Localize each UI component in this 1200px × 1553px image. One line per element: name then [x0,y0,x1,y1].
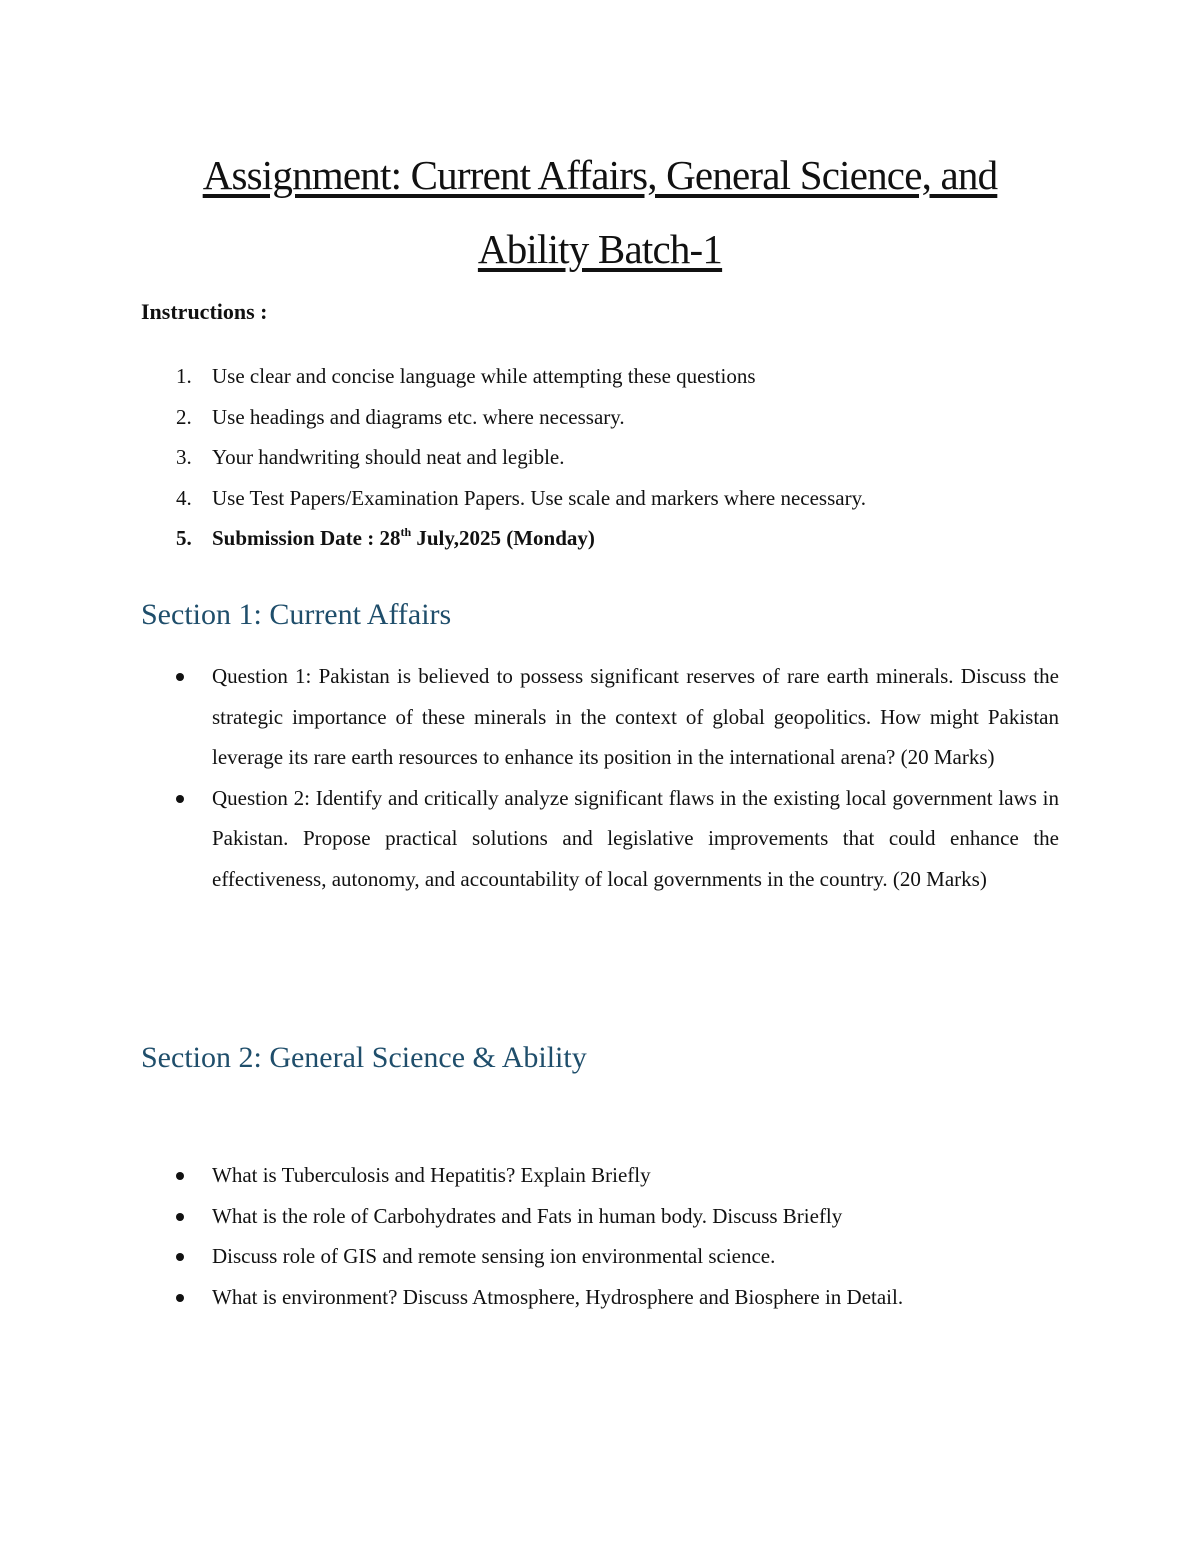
instruction-number: 5. [176,526,192,550]
question-text: Question 1: Pakistan is believed to possess significant reserves of rare earth minerals. Discuss the strategic importance of these minerals in the context of global geopolitics. How might Pakistan leverage its rare earth resources to enhance its position in the international arena? (20 Marks) [212,664,1059,769]
instruction-item [141,360,1041,401]
submission-date-superscript: th [400,525,412,539]
instruction-item [141,482,1041,523]
list-item [141,1236,1061,1277]
instruction-text: Use clear and concise language while attempting these questions [212,364,756,388]
instructions-heading: Instructions : [141,299,268,324]
instruction-number: 1. [176,364,192,388]
title-line-1: Assignment: Current Affairs, General Science, and [202,152,998,198]
submission-date-text [212,522,595,554]
section-2-questions [141,1155,1061,1317]
document-title [0,138,1200,286]
section-1-questions [141,656,1061,899]
list-item [141,1196,1061,1237]
list-item [141,656,1061,778]
bullet-icon [176,795,184,803]
submission-date-prefix: Submission Date : 28 [212,526,401,550]
instruction-text: Use headings and diagrams etc. where necessary. [212,404,625,429]
section-1-heading: Section 1: Current Affairs [141,598,452,631]
submission-date-item [141,522,1041,563]
bullet-icon [176,1253,184,1261]
instruction-text: Use Test Papers/Examination Papers. Use scale and markers where necessary. [212,485,866,510]
list-item [141,778,1061,900]
question-text: What is Tuberculosis and Hepatitis? Explain Briefly [212,1163,651,1187]
instruction-text: Your handwriting should neat and legible. [212,445,565,469]
section-2-heading: Section 2: General Science & Ability [141,1041,587,1074]
instruction-number: 2. [176,404,192,429]
question-text: What is environment? Discuss Atmosphere, Hydrosphere and Biosphere in Detail. [212,1284,904,1309]
submission-date-suffix: July,2025 (Monday) [411,526,595,550]
instruction-item [141,401,1041,442]
instructions-list [141,360,1041,563]
bullet-icon [176,1172,184,1180]
title-line-2: Ability Batch-1 [477,226,723,272]
instruction-number: 4. [176,485,192,510]
bullet-icon [176,1294,184,1302]
bullet-icon [176,1213,184,1221]
bullet-icon [176,673,184,681]
question-text: Discuss role of GIS and remote sensing ion environmental science. [212,1244,776,1268]
instruction-number: 3. [176,445,192,469]
list-item [141,1277,1061,1318]
list-item [141,1155,1061,1196]
question-text: What is the role of Carbohydrates and Fats in human body. Discuss Briefly [212,1203,843,1228]
instruction-item [141,441,1041,482]
question-text: Question 2: Identify and critically analyze significant flaws in the existing local government laws in Pakistan. Propose practical solutions and legislative improvements that could enhance the effectiveness, autonomy, and accountability of local governments in the country. (20 Marks) [212,785,1059,891]
